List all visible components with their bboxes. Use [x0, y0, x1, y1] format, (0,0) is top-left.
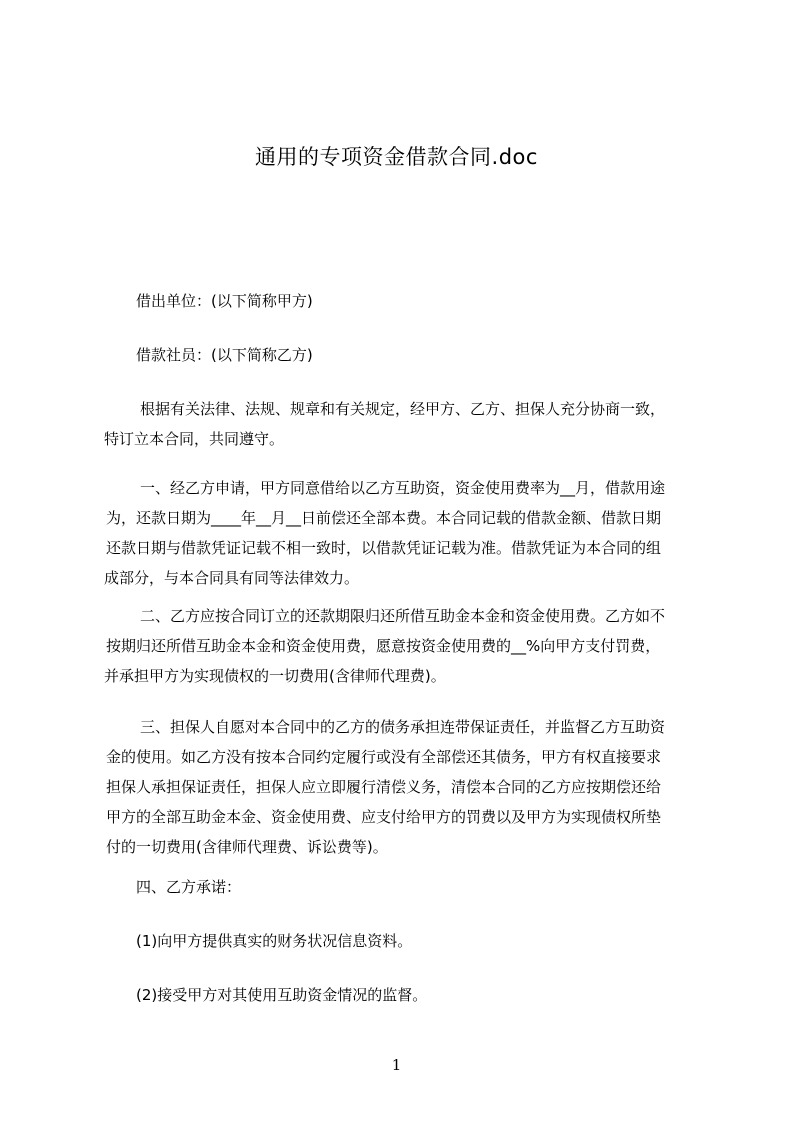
- clause-4-heading-text: 四、乙方承诺：: [136, 878, 242, 896]
- promise-2-text: (2)接受甲方对其使用互助资金情况的监督。: [136, 986, 428, 1004]
- clause-3-line: 甲方的全部互助金本金、资金使用费、应支付给甲方的罚费以及甲方为实现债权所垫: [106, 808, 662, 826]
- document-title: 通用的专项资金借款合同.doc: [255, 145, 538, 169]
- clause-3-paragraph: [104, 712, 714, 862]
- promise-2: [104, 980, 746, 1010]
- clause-1-line: 为，还款日期为____年__月__日前偿还全部本费。本合同记载的借款金额、借款日期: [106, 509, 662, 527]
- lender-line-text: 借出单位：(以下简称甲方): [136, 292, 313, 310]
- clause-1-line: 一、经乙方申请，甲方同意借给以乙方互助资，资金使用费率为__月，借款用途: [140, 479, 666, 497]
- promise-1: [104, 926, 746, 956]
- promise-1-text: (1)向甲方提供真实的财务状况信息资料。: [136, 932, 413, 950]
- lender-line: [104, 286, 746, 316]
- clause-3-line: 付的一切费用(含律师代理费、诉讼费等)。: [106, 838, 388, 856]
- clause-1-line: 还款日期与借款凭证记载不相一致时，以借款凭证记载为准。借款凭证为本合同的组: [106, 539, 662, 557]
- clause-3-line: 担保人承担保证责任，担保人应立即履行清偿义务，清偿本合同的乙方应按期偿还给: [106, 778, 662, 796]
- clause-4-heading: [104, 872, 746, 902]
- preamble-line: 根据有关法律、法规、规章和有关规定，经甲方、乙方、担保人充分协商一致，: [140, 400, 666, 418]
- clause-1-line: 成部分，与本合同具有同等法律效力。: [104, 569, 360, 587]
- clause-2-line: 按期归还所借互助金本金和资金使用费，愿意按资金使用费的__%向甲方支付罚费，: [106, 637, 661, 655]
- clause-2-line: 并承担甲方为实现债权的一切费用(含律师代理费)。: [104, 667, 446, 685]
- preamble-paragraph: [104, 394, 714, 454]
- clause-3-line: 三、担保人自愿对本合同中的乙方的债务承担连带保证责任，并监督乙方互助资: [140, 718, 666, 736]
- clause-1-paragraph: [104, 473, 714, 593]
- clause-2-paragraph: [104, 601, 714, 691]
- preamble-line: 特订立本合同，共同遵守。: [104, 430, 285, 448]
- borrower-line-text: 借款社员：(以下简称乙方): [136, 346, 313, 364]
- clause-2-line: 二、乙方应按合同订立的还款期限归还所借互助金本金和资金使用费。乙方如不: [140, 607, 666, 625]
- clause-3-line: 金的使用。如乙方没有按本合同约定履行或没有全部偿还其债务，甲方有权直接要求: [106, 748, 662, 766]
- page-number: 1: [391, 1056, 402, 1074]
- borrower-line: [104, 340, 746, 370]
